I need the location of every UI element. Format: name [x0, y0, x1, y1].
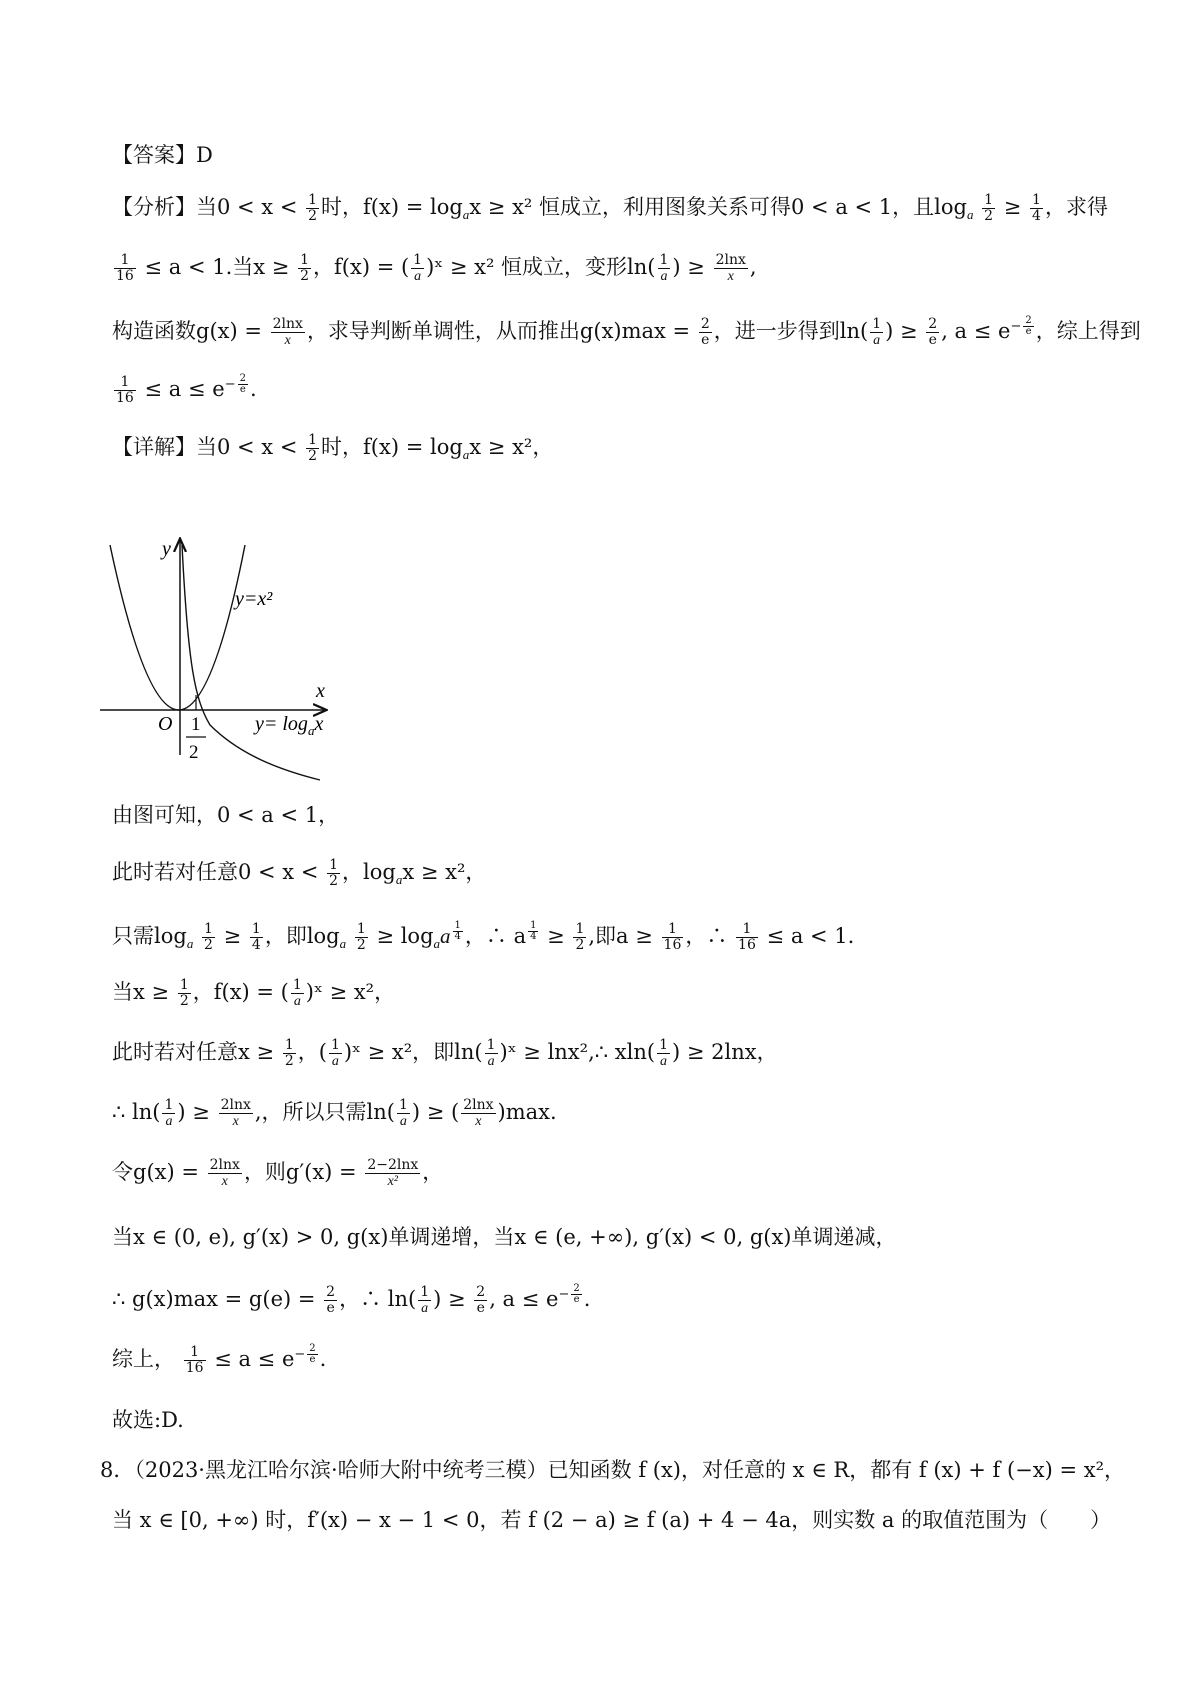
fraction-num: 2lnx — [220, 1097, 251, 1113]
fraction-den: 16 — [116, 268, 134, 284]
text: ，进一步得到ln( — [713, 319, 869, 343]
fraction-den: e — [476, 1300, 485, 1316]
fraction-den: x — [727, 269, 734, 284]
text: 当 x ∈ [0, +∞) 时，f′(x) − x − 1 < 0，若 f (2 − a) ≥ f (a) + 4 − 4a，则实数 a 的取值范围为（ ） — [112, 1508, 1112, 1532]
exponent — [224, 373, 250, 395]
fraction-den: a — [660, 1054, 668, 1069]
fraction — [1023, 316, 1033, 337]
fraction-num: 2lnx — [272, 316, 303, 332]
fraction — [573, 922, 586, 953]
text: ， — [422, 1160, 444, 1184]
fraction — [474, 1285, 487, 1316]
fraction — [657, 1038, 670, 1069]
fraction-num: 1 — [300, 252, 310, 268]
fraction-num: 1 — [662, 922, 684, 938]
fraction-num: 1 — [398, 1097, 408, 1113]
fraction-den: 4 — [454, 931, 461, 942]
fraction-num: 1 — [179, 977, 189, 993]
fraction-den: e — [701, 332, 710, 348]
fraction — [485, 1038, 498, 1069]
exponent — [1010, 315, 1035, 337]
fraction-num: 1 — [292, 977, 302, 993]
fraction-den: 4 — [530, 931, 537, 942]
fraction — [208, 1158, 242, 1189]
text: ,即a ≥ — [588, 924, 653, 948]
log-label-var: x — [314, 713, 324, 735]
fraction-den: 16 — [663, 937, 682, 953]
fraction-num: 1 — [736, 922, 758, 938]
text: − — [1010, 319, 1022, 334]
fraction-den: 2 — [300, 268, 310, 284]
fraction — [162, 1098, 175, 1129]
subscript: a — [462, 447, 470, 463]
subscript: a — [462, 207, 470, 223]
question-8-line-1 — [100, 1455, 1160, 1485]
subscript: a — [186, 936, 194, 952]
fraction-den: 4 — [1032, 208, 1041, 224]
answer-line — [112, 140, 1160, 170]
text: )ˣ ≥ lnx²,∴ xln( — [499, 1040, 656, 1064]
fraction-den: 16 — [738, 937, 756, 953]
fraction-num: 2 — [326, 1284, 336, 1300]
log-curve — [182, 545, 320, 780]
text: ，求导判断单调性，从而推出g(x)max = — [306, 319, 691, 343]
step-6 — [112, 1097, 1160, 1129]
question-8-line-2 — [112, 1505, 1160, 1535]
exponent — [294, 1343, 319, 1365]
text: 当0 < x < — [196, 195, 298, 219]
fraction — [202, 922, 215, 953]
step-1 — [112, 800, 1160, 830]
fraction — [184, 1345, 206, 1376]
fraction-den: 2 — [308, 448, 318, 464]
fraction-num: 2 — [700, 316, 710, 332]
answer-text: 【答案】D — [112, 143, 213, 167]
fraction — [324, 1285, 337, 1316]
fraction-den: x — [232, 1114, 239, 1129]
text: ) ≥ — [433, 1287, 466, 1311]
fraction-num: 2 — [573, 1283, 580, 1294]
fraction-num: 1 — [114, 253, 136, 269]
text: )ˣ ≥ x²， — [305, 980, 396, 1004]
fraction-den: a — [293, 994, 301, 1009]
analysis-line-4 — [112, 370, 1160, 406]
fraction-den: 16 — [116, 390, 134, 406]
fraction-den: 2 — [984, 208, 994, 224]
fraction-num: 1 — [659, 252, 669, 268]
fraction — [327, 858, 340, 889]
log-label — [253, 713, 323, 738]
text: 当0 < x < — [196, 435, 298, 459]
text: . — [319, 1347, 327, 1371]
fraction-num: 1 — [308, 192, 318, 208]
fraction — [306, 193, 319, 224]
fraction-num: 1 — [486, 1037, 496, 1053]
text: ∴ ln( — [112, 1100, 161, 1124]
analysis-line-2 — [112, 252, 1160, 284]
fraction-num: 1 — [872, 316, 882, 332]
step-11 — [112, 1405, 1160, 1435]
fraction-num: 2−2lnx — [367, 1157, 419, 1173]
text: ≥ log — [376, 924, 434, 948]
log-label-base: a — [307, 723, 315, 738]
fraction-den: a — [487, 1054, 495, 1069]
fraction-den: e — [309, 1354, 316, 1365]
fraction-den: a — [399, 1114, 407, 1129]
text: ，∴ a — [464, 924, 527, 948]
text: x ≥ x² 恒成立，利用图象关系可得0 < a < 1，且log — [469, 195, 967, 219]
step-3 — [112, 917, 1160, 959]
text: ) ≥ 2lnx， — [671, 1040, 778, 1064]
text: ≥ — [223, 924, 242, 948]
fraction-den: x — [475, 1114, 482, 1129]
analysis-label: 【分析】 — [112, 195, 196, 219]
subscript: a — [966, 207, 974, 223]
fraction — [365, 1158, 420, 1189]
fraction-num: 1 — [1032, 192, 1041, 208]
fraction-num: 1 — [413, 252, 423, 268]
fraction — [926, 317, 939, 348]
fraction-num: 1 — [575, 921, 585, 937]
text: 当x ≥ — [112, 980, 170, 1004]
text: ，∴ ln( — [339, 1287, 417, 1311]
step-2 — [112, 857, 1160, 895]
tick-den: 2 — [189, 742, 199, 763]
text: x ≥ x²， — [469, 435, 554, 459]
text: )max. — [497, 1100, 557, 1124]
fraction-den: a — [421, 1301, 429, 1316]
fraction — [291, 978, 304, 1009]
origin-label: O — [158, 713, 173, 735]
fraction-den: a — [660, 269, 668, 284]
fraction — [1030, 193, 1043, 224]
fraction-num: 1 — [984, 192, 994, 208]
detail-line-1 — [112, 432, 1160, 470]
text: − — [294, 1347, 306, 1362]
text: ≤ a ≤ e — [144, 377, 225, 401]
fraction-num: 2lnx — [463, 1097, 494, 1113]
fraction-den: a — [414, 269, 422, 284]
fraction — [238, 374, 248, 395]
fraction-num: 1 — [659, 1037, 668, 1053]
fraction — [870, 317, 883, 348]
text: 令g(x) = — [112, 1160, 199, 1184]
fraction — [114, 253, 136, 284]
exponent — [451, 920, 465, 942]
text: ，综上得到 — [1035, 319, 1141, 343]
text: ≤ a ≤ e — [214, 1347, 295, 1371]
text: . — [583, 1287, 591, 1311]
step-5 — [112, 1037, 1160, 1069]
text: ≤ a < 1.当x ≥ — [144, 255, 290, 279]
text: 构造函数g(x) = — [112, 319, 262, 343]
detail-label: 【详解】 — [112, 435, 196, 459]
text: , a ≤ e — [941, 319, 1011, 343]
text: ，log — [342, 860, 396, 884]
fraction — [982, 193, 995, 224]
parabola-label: y=x² — [235, 588, 273, 610]
fraction-num: 1 — [530, 920, 537, 931]
text: ，即log — [264, 924, 340, 948]
fraction — [699, 317, 712, 348]
fraction-den: e — [573, 1294, 580, 1305]
text: ，( — [297, 1040, 327, 1064]
tick-num: 1 — [191, 714, 201, 735]
fraction-den: e — [326, 1300, 335, 1316]
fraction-den: 2 — [356, 937, 366, 953]
y-axis-label: y — [162, 538, 171, 560]
text: )ˣ ≥ x² 恒成立，变形ln( — [426, 255, 656, 279]
function-graph — [100, 525, 385, 785]
fraction-den: x — [221, 1174, 228, 1189]
fraction-den: x — [284, 333, 291, 348]
fraction-num: 2 — [1025, 315, 1032, 326]
fraction-num: 2lnx — [209, 1157, 240, 1173]
text: . — [249, 377, 257, 401]
text: ，f(x) = ( — [192, 980, 289, 1004]
fraction-num: 1 — [204, 921, 213, 937]
fraction — [283, 1038, 296, 1069]
text: ) ≥ ( — [411, 1100, 460, 1124]
fraction-den: 2 — [284, 1053, 294, 1069]
text: ≤ a < 1. — [766, 924, 855, 948]
fraction-num: 1 — [308, 432, 318, 448]
analysis-line-3 — [112, 312, 1160, 348]
fraction-den: a — [873, 333, 881, 348]
fraction — [397, 1098, 410, 1129]
text: ，f(x) = ( — [313, 255, 410, 279]
text: a — [440, 924, 451, 948]
parabola-curve — [110, 545, 245, 710]
text: 此时若对任意x ≥ — [112, 1040, 275, 1064]
text: − — [558, 1287, 570, 1302]
fraction-den: 2 — [204, 937, 213, 953]
fraction-num: 1 — [114, 375, 136, 391]
fraction-den: e — [928, 332, 937, 348]
fraction-num: 1 — [356, 921, 366, 937]
text: 此时若对任意0 < x < — [112, 860, 319, 884]
text: 只需log — [112, 924, 187, 948]
fraction — [453, 921, 463, 942]
fraction — [306, 433, 319, 464]
subscript: a — [395, 872, 403, 888]
fraction-den: 4 — [251, 937, 261, 953]
analysis-line-1 — [112, 192, 1160, 230]
fraction — [219, 1098, 253, 1129]
text: , a ≤ e — [489, 1287, 559, 1311]
fraction-num: 1 — [330, 1037, 340, 1053]
fraction-num: 2 — [309, 1343, 316, 1354]
fraction — [528, 921, 538, 942]
text: 故选:D. — [112, 1408, 184, 1432]
fraction-num: 2 — [476, 1284, 486, 1300]
subscript: a — [339, 936, 347, 952]
text: , — [749, 255, 757, 279]
fraction — [411, 253, 424, 284]
fraction — [355, 922, 368, 953]
subscript: a — [433, 936, 441, 952]
fraction — [329, 1038, 342, 1069]
fraction-den: x² — [387, 1174, 399, 1189]
fraction-num: 1 — [329, 857, 339, 873]
step-10 — [112, 1340, 1160, 1376]
text: 当x ∈ (0, e), g′(x) > 0, g(x)单调递增，当x ∈ (e, +∞), g′(x) < 0, g(x)单调递减， — [112, 1225, 897, 1249]
step-9 — [112, 1280, 1160, 1316]
fraction-den: a — [165, 1114, 173, 1129]
x-axis-label: x — [316, 680, 325, 702]
text: 时，f(x) = log — [321, 435, 463, 459]
text: ) ≥ — [885, 319, 918, 343]
fraction-num: 1 — [184, 1345, 206, 1361]
fraction-den: e — [1025, 326, 1032, 337]
fraction — [298, 253, 311, 284]
step-4 — [112, 977, 1160, 1009]
fraction-den: e — [239, 384, 246, 395]
text: ，求得 — [1044, 195, 1108, 219]
fraction — [662, 922, 684, 953]
fraction-den: 2 — [179, 993, 189, 1009]
exponent — [558, 1283, 583, 1305]
fraction — [418, 1285, 431, 1316]
fraction-den: 2 — [308, 208, 318, 224]
step-7 — [112, 1157, 1160, 1189]
fraction-num: 1 — [420, 1284, 430, 1300]
fraction — [571, 1284, 581, 1305]
fraction — [178, 978, 191, 1009]
text: ,，所以只需ln( — [254, 1100, 395, 1124]
text: ) ≥ — [177, 1100, 210, 1124]
fraction-den: a — [331, 1054, 339, 1069]
text: ) ≥ — [672, 255, 705, 279]
text: ≥ — [547, 924, 565, 948]
exponent — [526, 920, 540, 942]
fraction — [714, 253, 748, 284]
text: 综上， — [112, 1347, 175, 1371]
fraction — [658, 253, 671, 284]
fraction-num: 2 — [239, 373, 246, 384]
fraction-den: 16 — [185, 1360, 204, 1376]
text: )ˣ ≥ x²，即ln( — [343, 1040, 483, 1064]
fraction-num: 1 — [454, 920, 461, 931]
fraction — [250, 922, 263, 953]
fraction-num: 1 — [164, 1097, 174, 1113]
log-label-text: y= log — [255, 713, 308, 735]
fraction — [461, 1098, 495, 1129]
text: 由图可知，0 < a < 1， — [112, 803, 340, 827]
text: ≥ — [1003, 195, 1022, 219]
text: x ≥ x²， — [402, 860, 487, 884]
text: 时，f(x) = log — [321, 195, 463, 219]
fraction — [271, 317, 305, 348]
text: ∴ g(x)max = g(e) = — [112, 1287, 316, 1311]
fraction-den: 2 — [575, 937, 585, 953]
text: − — [224, 377, 236, 392]
text: ，∴ — [685, 924, 728, 948]
fraction-num: 1 — [251, 921, 261, 937]
text: 8．（2023·黑龙江哈尔滨·哈师大附中统考三模）已知函数 f (x)，对任意的 x ∈ R，都有 f (x) + f (−x) = x²， — [100, 1458, 1126, 1482]
fraction-num: 2 — [928, 316, 938, 332]
fraction-num: 1 — [284, 1037, 294, 1053]
fraction — [114, 375, 136, 406]
fraction-num: 2lnx — [715, 252, 746, 268]
fraction-den: 2 — [329, 873, 339, 889]
fraction — [307, 1344, 317, 1365]
step-8 — [112, 1222, 1160, 1252]
fraction — [736, 922, 758, 953]
text: ，则g′(x) = — [243, 1160, 357, 1184]
